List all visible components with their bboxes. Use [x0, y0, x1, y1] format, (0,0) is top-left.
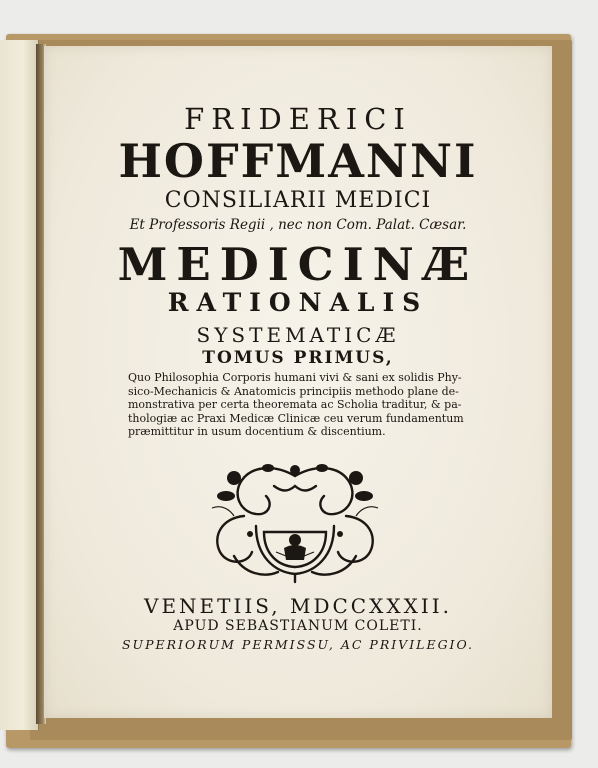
- volume-label: TOMUS PRIMUS,: [202, 348, 394, 368]
- flyleaf-page: [0, 40, 39, 730]
- work-title-line-1: MEDICINÆ: [117, 238, 479, 291]
- author-first-name: FRIDERICI: [184, 102, 412, 136]
- title-page: [44, 46, 552, 718]
- author-last-name: HOFFMANNI: [118, 134, 478, 188]
- work-title-line-3: SYSTEMATICÆ: [196, 323, 400, 347]
- permission-line: SUPERIORUM PERMISSU, AC PRIVILEGIO.: [121, 637, 474, 652]
- publisher-line: APUD SEBASTIANUM COLETI.: [173, 618, 423, 634]
- work-title-line-2: RATIONALIS: [167, 288, 429, 317]
- printers-ornament-icon: [204, 456, 386, 584]
- author-position: CONSILIARII MEDICI: [164, 188, 432, 213]
- imprint-place-year: VENETIIS, MDCCXXXII.: [144, 594, 452, 618]
- description-paragraph: Quo Philosophia Corporis humani vivi & sani ex solidis Phy- sico-Mechanicis & Anatomicis principiis methodo plane de- monstrativa per certa theoremata ac Scholia traditur, & pa- thologiæ ac Praxi Medicæ Clinicæ ceu verum fundamentum præmittitur in usum docentium & discentium.: [128, 371, 464, 439]
- author-titles: Et Professoris Regii , nec non Com. Palat. Cæsar.: [129, 217, 467, 233]
